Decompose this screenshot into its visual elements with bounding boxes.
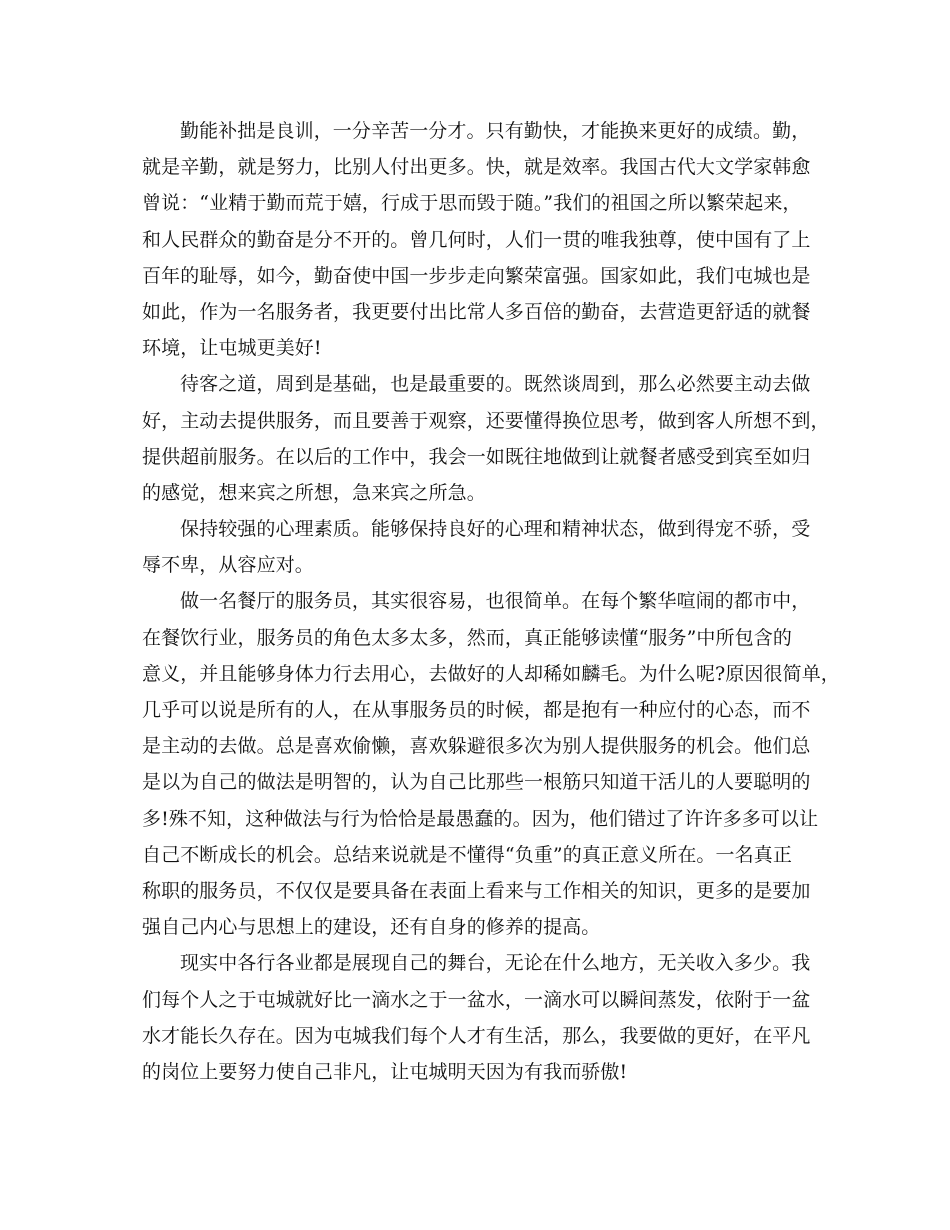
text-line: 做一名餐厅的服务员，其实很容易，也很简单。在每个繁华喧闹的都市中， xyxy=(180,590,811,613)
text-line: 意义，并且能够身体力行去用心，去做好的人却稀如麟毛。为什么呢?原因很简单， xyxy=(142,662,840,685)
text-line: 现实中各行各业都是展现自己的舞台，无论在什么地方，无关收入多少。我 xyxy=(180,952,811,975)
text-line: 百年的耻辱，如今，勤奋使中国一步步走向繁荣富强。国家如此，我们屯城也是 xyxy=(142,264,811,287)
text-line: 在餐饮行业，服务员的角色太多太多，然而，真正能够读懂“服务”中所包含的 xyxy=(142,626,792,649)
text-line: 是以为自己的做法是明智的，认为自己比那些一根筋只知道干活儿的人要聪明的 xyxy=(142,771,811,794)
text-line: 环境，让屯城更美好! xyxy=(142,337,322,360)
paragraph xyxy=(142,113,810,366)
text-line: 就是辛勤，就是努力，比别人付出更多。快，就是效率。我国古代大文学家韩愈 xyxy=(142,156,811,179)
text-line: 是主动的去做。总是喜欢偷懒，喜欢躲避很多次为别人提供服务的机会。他们总 xyxy=(142,735,811,758)
text-line: 多!殊不知，这种做法与行为恰恰是最愚蠢的。因为，他们错过了许许多多可以让 xyxy=(142,807,819,830)
text-line: 勤能补拙是良训，一分辛苦一分才。只有勤快，才能换来更好的成绩。勤， xyxy=(180,120,811,142)
text-line: 待客之道，周到是基础，也是最重要的。既然谈周到，那么必然要主动去做 xyxy=(180,373,811,396)
text-line: 曾说：“业精于勤而荒于嬉，行成于思而毁于随。”我们的祖国之所以繁荣起来， xyxy=(142,192,802,215)
text-line: 几乎可以说是所有的人，在从事服务员的时候，都是抱有一种应付的心态，而不 xyxy=(142,699,811,721)
paragraph xyxy=(142,366,830,511)
text-line: 如此，作为一名服务者，我更要付出比常人多百倍的勤奋，去营造更舒适的就餐 xyxy=(142,300,811,323)
text-line: 水才能长久存在。因为屯城我们每个人才有生活，那么，我要做的更好，在平凡 xyxy=(142,1024,811,1047)
text-line: 自己不断成长的机会。总结来说就是不懂得“负重”的真正意义所在。一名真正 xyxy=(142,843,792,866)
text-line: 的岗位上要努力使自己非凡，让屯城明天因为有我而骄傲! xyxy=(142,1060,628,1083)
paragraph xyxy=(142,583,840,945)
text-line: 们每个人之于屯城就好比一滴水之于一盆水，一滴水可以瞬间蒸发，依附于一盆 xyxy=(142,988,811,1011)
text-line: 和人民群众的勤奋是分不开的。曾几何时，人们一贯的唯我独尊，使中国有了上 xyxy=(142,228,811,251)
text-line: 的感觉，想来宾之所想，急来宾之所急。 xyxy=(142,481,486,504)
text-line: 保持较强的心理素质。能够保持良好的心理和精神状态，做到得宠不骄，受 xyxy=(180,518,811,541)
paragraph xyxy=(142,945,810,1090)
text-line: 辱不卑，从容应对。 xyxy=(142,554,314,577)
text-line: 强自己内心与思想上的建设，还有自身的修养的提高。 xyxy=(142,916,601,939)
document-body xyxy=(142,113,840,1090)
text-line: 提供超前服务。在以后的工作中，我会一如既往地做到让就餐者感受到宾至如归 xyxy=(142,445,811,468)
paragraph xyxy=(142,511,810,583)
text-line: 称职的服务员，不仅仅是要具备在表面上看来与工作相关的知识，更多的是要加 xyxy=(142,879,811,902)
text-line: 好，主动去提供服务，而且要善于观察，还要懂得换位思考，做到客人所想不到， xyxy=(142,409,830,432)
